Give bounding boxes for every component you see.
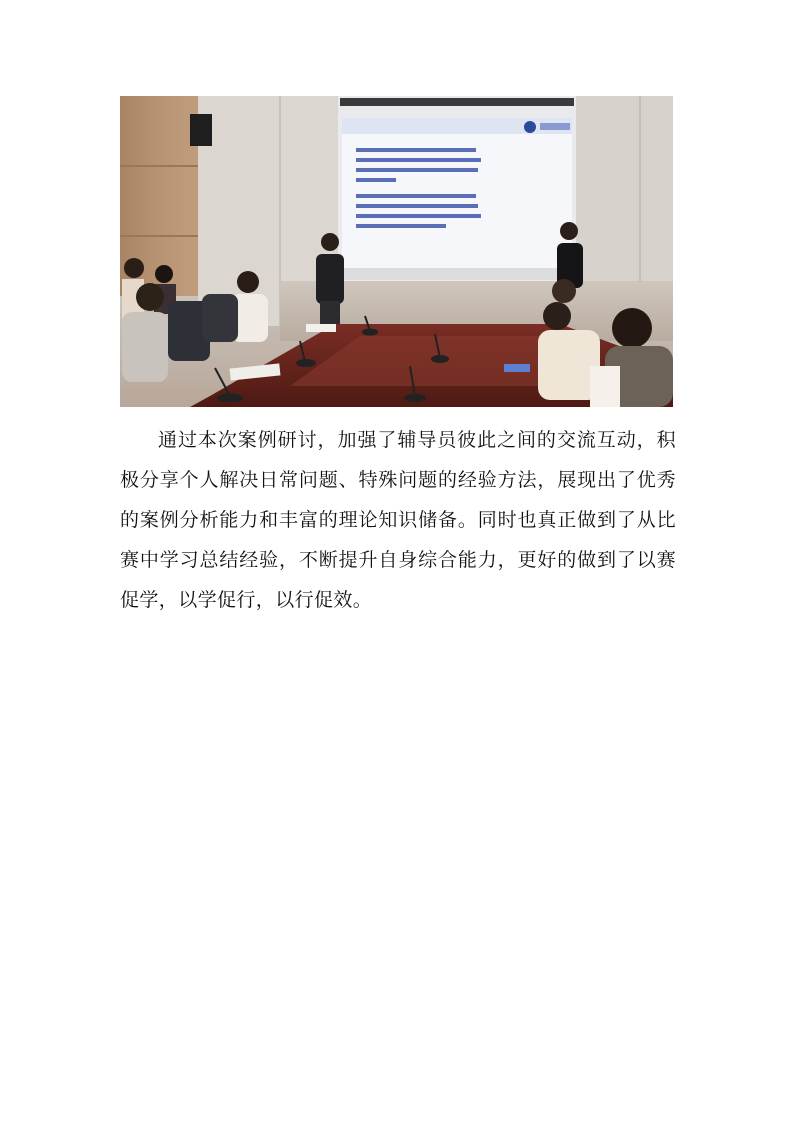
meeting-photo [120, 96, 673, 407]
body-paragraph: 通过本次案例研讨，加强了辅导员彼此之间的交流互动，积极分享个人解决日常问题、特殊问题的经验方法，展现出了优秀的案例分析能力和丰富的理论知识储备。同时也真正做到了从比赛中学习总结经验，不断提升自身综合能力，更好的做到了以赛促学，以学促行，以行促效。 [120, 429, 676, 611]
